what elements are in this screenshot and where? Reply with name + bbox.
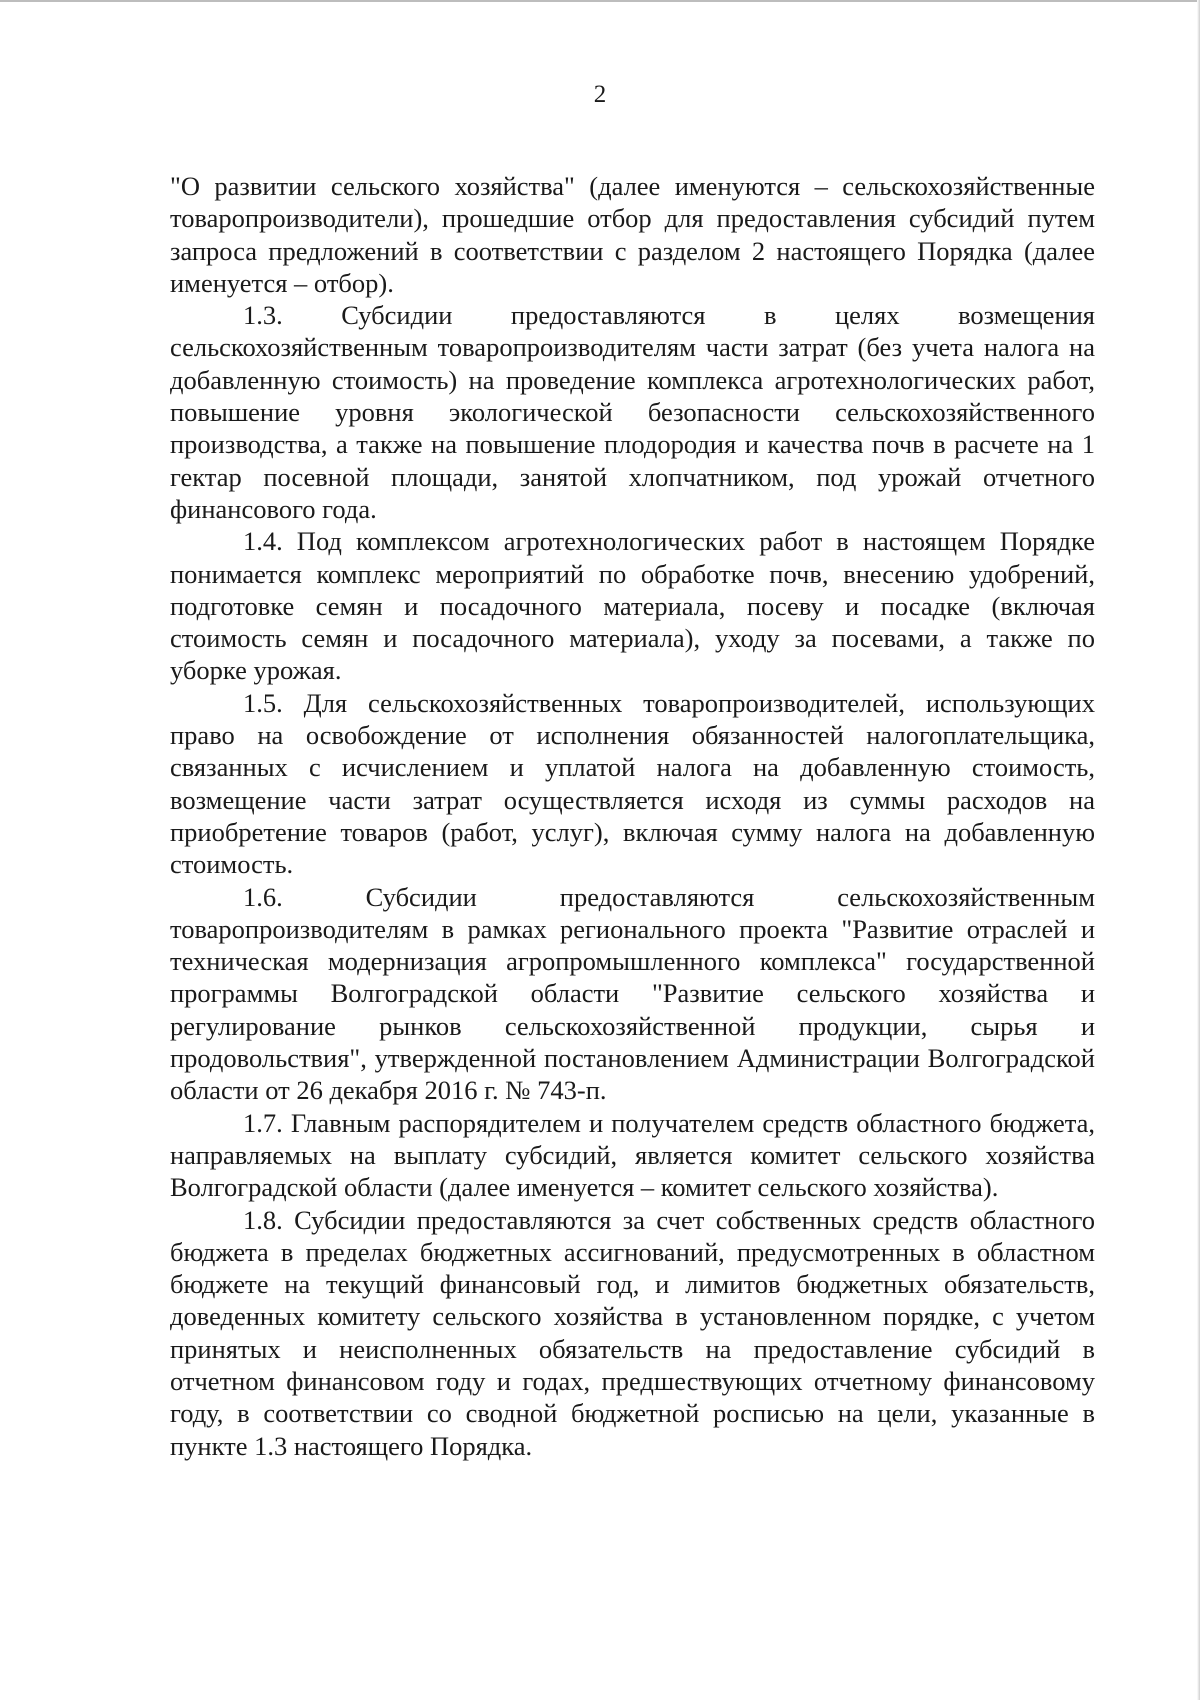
paragraph-1-8: 1.8. Субсидии предоставляются за счет собственных средств областного бюджета в пределах бюджетных ассигнований, предусмотренных в областном бюджете на текущий финансовый год, и лимитов бюджетных обязательств, доведенных комитету сельского хозяйства в установленном порядке, с учетом принятых и неисполненных обязательств на предоставление субсидий в отчетном финансовом году и годах, предшествующих отчетному финансовому году, в соответствии со сводной бюджетной росписью на цели, указанные в пункте 1.3 настоящего Порядка. — [170, 1204, 1095, 1461]
page-number: 2 — [593, 81, 607, 108]
scan-edge-top — [0, 0, 1200, 2]
paragraph-1-3: 1.3. Субсидии предоставляются в целях возмещения сельскохозяйственным товаропроизводителям части затрат (без учета налога на добавленную стоимость) на проведение комплекса агротехнологических работ, повышение уровня экологической безопасности сельскохозяйственного производства, а также на повышение плодородия и качества почв в расчете на 1 гектар посевной площади, занятой хлопчатником, под урожай отчетного финансового года. — [170, 300, 1095, 524]
document-body — [170, 170, 1095, 1462]
paragraph-1-7: 1.7. Главным распорядителем и получателем средств областного бюджета, направляемых на выплату субсидий, является комитет сельского хозяйства Волгоградской области (далее именуется – комитет сельского хозяйства). — [170, 1107, 1095, 1203]
paragraph-1-2-continuation: "О развитии сельского хозяйства" (далее именуются – сельскохозяйственные товаропроизводители), прошедшие отбор для предоставления субсидий путем запроса предложений в соответствии с разделом 2 настоящего Порядка (далее именуется – отбор). — [170, 171, 1095, 298]
paragraph-1-5: 1.5. Для сельскохозяйственных товаропроизводителей, использующих право на освобождение от исполнения обязанностей налогоплательщика, связанных с исчислением и уплатой налога на добавленную стоимость, возмещение части затрат осуществляется исходя из суммы расходов на приобретение товаров (работ, услуг), включая сумму налога на добавленную стоимость. — [170, 687, 1095, 880]
paragraph-1-4: 1.4. Под комплексом агротехнологических работ в настоящем Порядке понимается комплекс мероприятий по обработке почв, внесению удобрений, подготовке семян и посадочного материала, посеву и посадке (включая стоимость семян и посадочного материала), уходу за посевами, а также по уборке урожая. — [170, 526, 1095, 686]
paragraph-1-6: 1.6. Субсидии предоставляются сельскохозяйственным товаропроизводителям в рамках регионального проекта "Развитие отраслей и техническая модернизация агропромышленного комплекса" государственной программы Волгоградской области "Развитие сельского хозяйства и регулирование рынков сельскохозяйственной продукции, сырья и продовольствия", утвержденной постановлением Администрации Волгоградской области от 26 декабря 2016 г. № 743-п. — [170, 881, 1095, 1106]
